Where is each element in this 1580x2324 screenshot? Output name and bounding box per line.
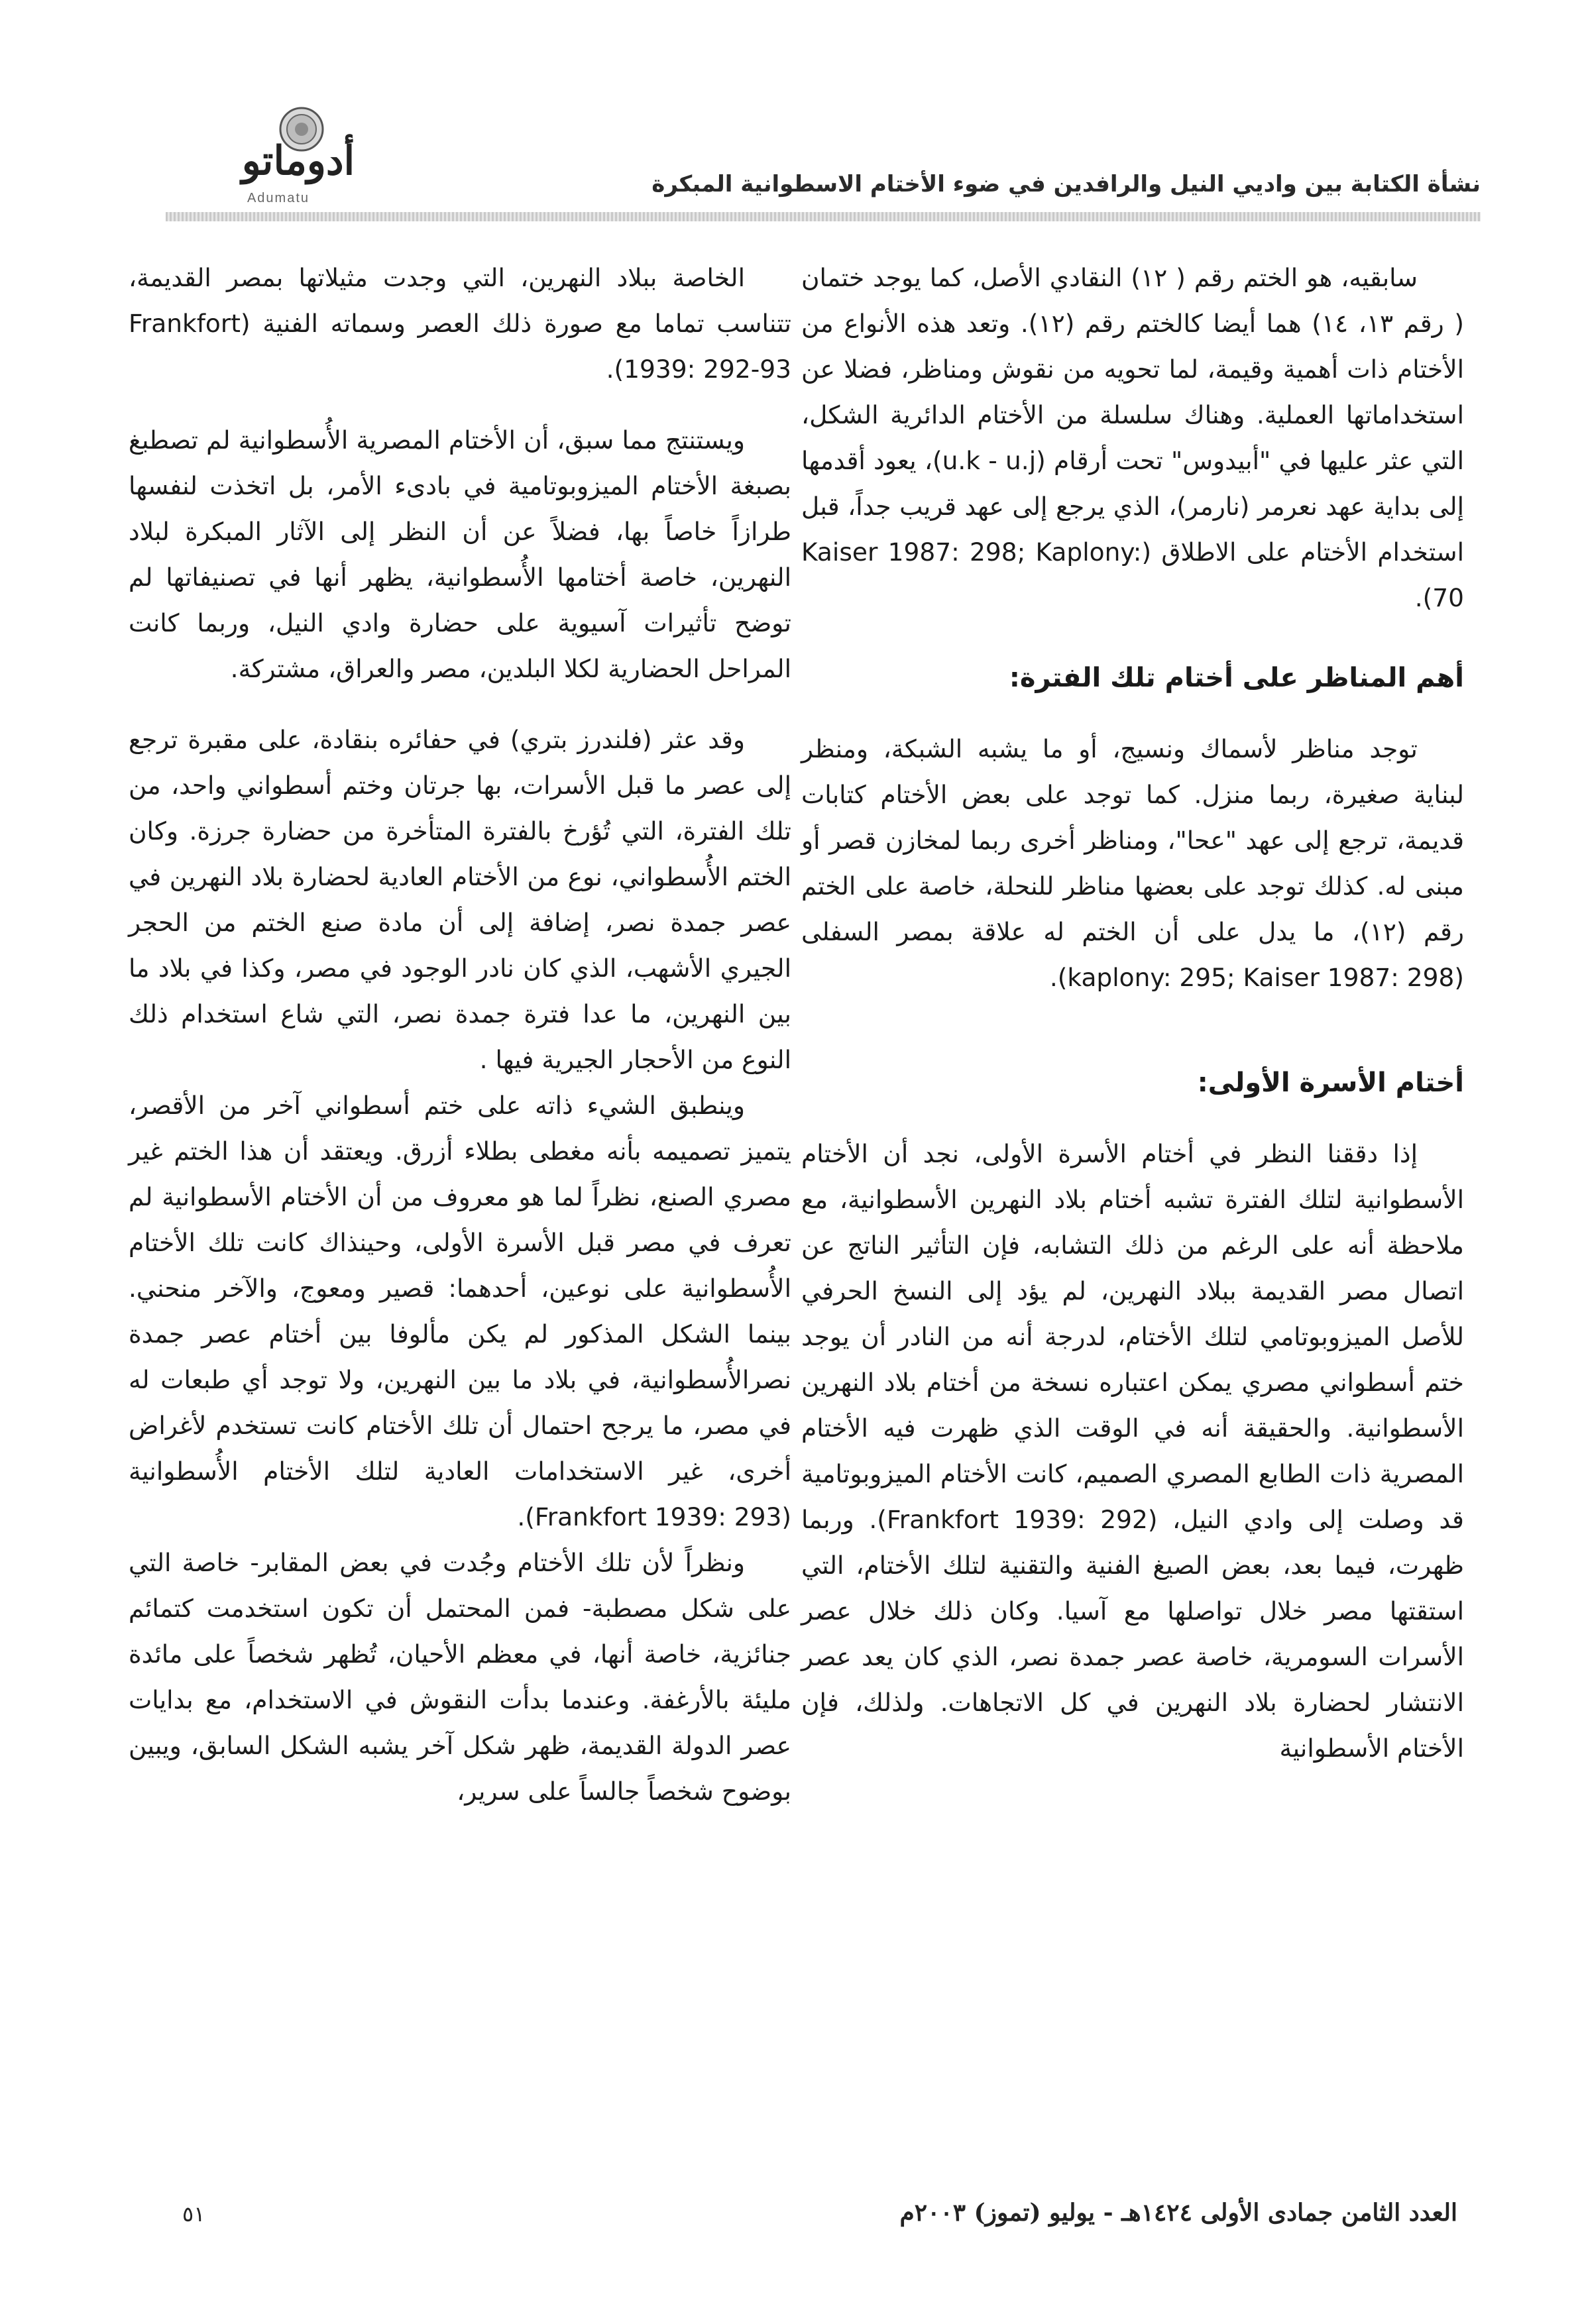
paragraph: توجد مناظر لأسماك ونسيج، أو ما يشبه الشبكة، ومنظر لبناية صغيرة، ربما منزل. كما توجد على بعض الأختام كتابات قديمة، ترجع إلى عهد "عحا"، ومناظر أخرى ربما لمخازن قصر أو مبنى له. كذلك توجد على بعضها مناظر للنحلة، خاصة على الختم رقم (١٢)، ما يدل على أن الختم له علاقة بمصر السفلى (kaplony: 295; Kaiser 1987: 298). xyxy=(801,734,1464,992)
paragraph: وقد عثر (فلندرز بتري) في حفائره بنقادة، على مقبرة ترجع إلى عصر ما قبل الأسرات، بها جرتان وختم أسطواني واحد، من تلك الفترة، التي تُؤرخ بالفترة المتأخرة من حضارة جرزة. وكان الختم الأُسطواني، نوع من الأختام العادية لحضارة بلاد النهرين في عصر جمدة نصر، إضافة إلى أن مادة صنع الختم من الحجر الجيري الأشهب، الذي كان نادر الوجود في مصر، وكذا في بلاد ما بين النهرين، ما عدا فترة جمدة نصر، التي شاع استخدام ذلك النوع من الأحجار الجيرية فيها . xyxy=(129,725,791,1074)
running-title: نشأة الكتابة بين واديي النيل والرافدين في ضوء الأختام الاسطوانية المبكرة xyxy=(651,171,1481,197)
paragraph: وينطبق الشيء ذاته على ختم أسطواني آخر من الأقصر، يتميز تصميمه بأنه مغطى بطلاء أزرق. ويعتقد أن هذا الختم غير مصري الصنع، نظراً لما هو معروف من أن الأختام الأسطوانية لم تعرف في مصر قبل الأسرة الأولى، وحينذاك كانت تلك الأختام الأُسطوانية على نوعين، أحدهما: قصير ومعوج، والآخر منحني. بينما الشكل المذكور لم يكن مألوفا بين أختام عصر جمدة نصرالأُسطوانية، في بلاد ما بين النهرين، ولا توجد أي طبعات له في مصر، ما يرجح احتمال أن تلك الأختام كانت تستخدم لأغراض أخرى، غير الاستخدامات العادية لتلك الأختام الأُسطوانية (Frankfort 1939: 293). xyxy=(129,1091,791,1531)
issue-info: العدد الثامن جمادى الأولى ١٤٢٤هـ - يوليو (تموز) ٢٠٠٣م xyxy=(899,2199,1457,2227)
left-column xyxy=(129,255,791,1814)
paragraph: إذا دققنا النظر في أختام الأسرة الأولى، نجد أن الأختام الأسطوانية لتلك الفترة تشبه أختام بلاد النهرين الأسطوانية، مع ملاحظة أنه على الرغم من ذلك التشابه، فإن التأثير الناتج عن اتصال مصر القديمة ببلاد النهرين، لم يؤد إلى النسخ الحرفي للأصل الميزوبوتامي لتلك الأختام، لدرجة أنه من النادر أن يوجد ختم أسطواني مصري يمكن اعتباره نسخة من أختام بلاد النهرين الأسطوانية. والحقيقة أنه في الوقت الذي ظهرت فيه الأختام المصرية ذات الطابع المصري الصميم، كانت الأختام الميزوبوتامية قد وصلت إلى وادي النيل، (Frankfort 1939: 292). وربما ظهرت، فيما بعد، بعض الصيغ الفنية والتقنية لتلك الأختام، التي استقتها مصر خلال تواصلها مع آسيا. وكان ذلك خلال عصر الأسرات السومرية، خاصة عصر جمدة نصر، الذي كان يعد عصر الانتشار لحضارة بلاد النهرين في كل الاتجاهات. ولذلك، فإن الأختام الأسطوانية xyxy=(801,1139,1464,1763)
paragraph: الخاصة ببلاد النهرين، التي وجدت مثيلاتها بمصر القديمة، تتناسب تماما مع صورة ذلك العصر وسماته الفنية (Frankfort 1939: 292-93). xyxy=(129,263,791,384)
section-heading: أهم المناظر على أختام تلك الفترة: xyxy=(1009,663,1464,693)
logo-latin-text: Adumatu xyxy=(247,191,310,205)
logo-wordmark: أدوماتو xyxy=(241,138,355,184)
page-number: ٥١ xyxy=(182,2201,205,2227)
paragraph: سابقيه، هو الختم رقم ( ١٢) النقادي الأصل، كما يوجد ختمان ( رقم ١٣، ١٤) هما أيضا كالختم رقم (١٢). وتعد هذه الأنواع من الأختام ذات أهمية وقيمة، لما تحويه من نقوش ومناظر، فضلا عن استخداماتها العملية. وهناك سلسلة من الأختام الدائرية الشكل، التي عثر عليها في "أبيدوس" تحت أرقام (u.k - u.j)، يعود أقدمها إلى بداية عهد نعرمر (نارمر)، الذي يرجع إلى عهد قريب جداً، قبل استخدام الأختام على الاطلاق (Kaiser 1987: 298; Kaplony: 70). xyxy=(801,263,1465,612)
right-column xyxy=(801,255,1464,1771)
paragraph: ويستنتج مما سبق، أن الأختام المصرية الأُسطوانية لم تصطبغ بصبغة الأختام الميزوبوتامية في بادىء الأمر، بل اتخذت لنفسها طرازاً خاصاً بها، فضلاً عن أن النظر إلى الآثار المبكرة لبلاد النهرين، خاصة أختامها الأُسطوانية، يظهر أنها في تصنيفاتها لم توضح تأثيرات آسيوية على حضارة وادي النيل، وربما كانت المراحل الحضارية لكلا البلدين، مصر والعراق، مشتركة. xyxy=(129,425,791,683)
paragraph: ونظراً لأن تلك الأختام وجُدت في بعض المقابر- خاصة التي على شكل مصطبة- فمن المحتمل أن تكون استخدمت كتمائم جنائزية، خاصة أنها، في معظم الأحيان، تُظهر شخصاً على مائدة مليئة بالأرغفة. وعندما بدأت النقوش في الاستخدام، مع بدايات عصر الدولة القديمة، ظهر شكل آخر يشبه الشكل السابق، ويبين بوضوح شخصاً جالساً على سرير، xyxy=(129,1548,791,1806)
header-divider xyxy=(166,212,1481,221)
page-header xyxy=(166,93,1481,225)
section-heading: أختام الأسرة الأولى: xyxy=(1197,1068,1464,1098)
journal-logo xyxy=(219,106,378,205)
